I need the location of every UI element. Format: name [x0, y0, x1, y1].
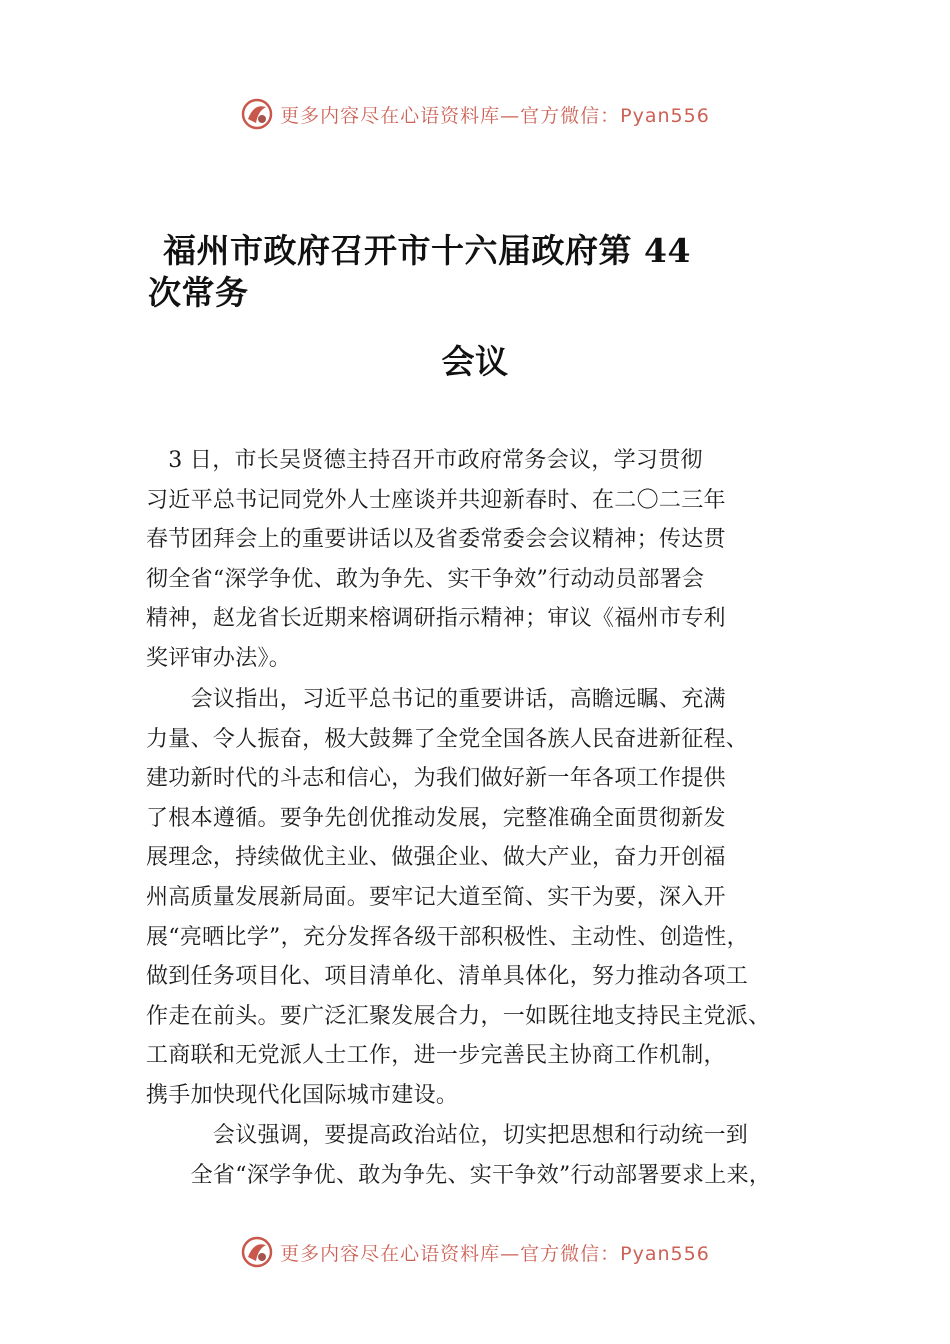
doc-title-line-1: 福州市政府召开市十六届政府第 44: [163, 231, 691, 270]
text-line: 会议强调，要提高政治站位，切实把思想和行动统一到: [146, 1123, 749, 1148]
text-line: 作走在前头。要广泛汇聚发展合力，一如既往地支持民主党派、: [146, 1003, 771, 1029]
text-line: 精神，赵龙省长近期来榕调研指示精神；审议《福州市专利: [146, 606, 726, 632]
seal-logo-icon: [240, 1235, 274, 1269]
watermark-header: [0, 94, 950, 134]
text-line: 展“亮晒比学”，充分发挥各级干部积极性、主动性、创造性，: [146, 924, 749, 950]
text-line: 3 日，市长吴贤德主持召开市政府常务会议，学习贯彻: [146, 448, 703, 473]
text-line: 力量、令人振奋，极大鼓舞了全党全国各族人民奋进新征程、: [146, 726, 749, 752]
paragraph-3: [146, 1116, 826, 1195]
watermark-footer: [0, 1232, 950, 1272]
watermark-text: 更多内容尽在心语资料库—官方微信：Pyan556: [280, 1242, 710, 1265]
doc-title-line-3: 会议: [441, 342, 509, 381]
watermark-wechat-id: Pyan556: [620, 104, 710, 127]
text-line: 携手加快现代化国际城市建设。: [146, 1082, 459, 1108]
text-line: 奖评审办法》。: [146, 645, 292, 671]
text-line: 州高质量发展新局面。要牢记大道至简、实干为要，深入开: [146, 884, 726, 910]
text-line: 春节团拜会上的重要讲话以及省委常委会会议精神；传达贯: [146, 527, 726, 553]
text-line: 建功新时代的斗志和信心，为我们做好新一年各项工作提供: [146, 766, 726, 792]
paragraph-2: [146, 680, 826, 1116]
text-line: 做到任务项目化、项目清单化、清单具体化，努力推动各项工: [146, 964, 749, 990]
text-line: 了根本遵循。要争先创优推动发展，完整准确全面贯彻新发: [146, 805, 726, 831]
text-line: 工商联和无党派人士工作，进一步完善民主协商工作机制，: [146, 1043, 726, 1069]
text-line: 会议指出，习近平总书记的重要讲话，高瞻远瞩、充满: [146, 687, 726, 712]
seal-logo-icon: [240, 97, 274, 131]
text-line: 展理念，持续做优主业、做强企业、做大产业，奋力开创福: [146, 845, 726, 871]
watermark-wechat-id: Pyan556: [620, 1242, 710, 1265]
doc-title-line-2: 次常务: [148, 273, 249, 312]
text-line: 全省“深学争优、敢为争先、实干争效”行动部署要求上来，: [146, 1162, 772, 1188]
text-line: 习近平总书记同党外人士座谈并共迎新春时、在二〇二三年: [146, 487, 726, 513]
watermark-text: 更多内容尽在心语资料库—官方微信：Pyan556: [280, 104, 710, 127]
text-line: 彻全省“深学争优、敢为争先、实干争效”行动动员部署会: [146, 566, 705, 592]
paragraph-1: [146, 441, 826, 679]
